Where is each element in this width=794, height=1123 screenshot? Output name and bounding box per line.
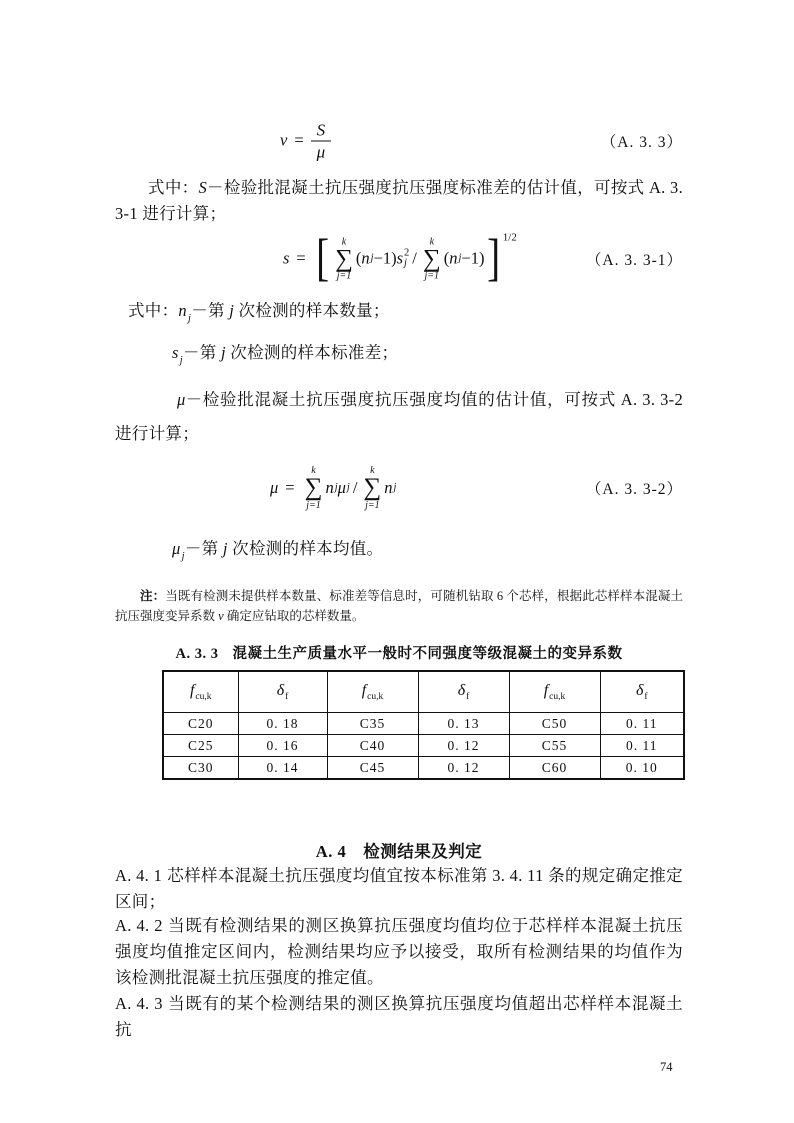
sigma-icon: ∑ bbox=[422, 245, 441, 273]
delta-subscript: f bbox=[466, 692, 470, 702]
note-label: 注： bbox=[140, 589, 166, 603]
subscript-j: j bbox=[393, 481, 397, 493]
sup-sub-stack bbox=[404, 248, 409, 269]
sum-upper-limit: k bbox=[429, 236, 435, 248]
variation-coefficient-table bbox=[162, 670, 685, 780]
page-number: 74 bbox=[660, 1060, 673, 1074]
definition-paragraph-sj bbox=[172, 340, 683, 374]
definition-text-sj: 次检测的样本标准差； bbox=[225, 343, 399, 362]
clause-a42 bbox=[115, 913, 683, 991]
exponent-half: 1/2 bbox=[502, 231, 517, 244]
delta-subscript: f bbox=[644, 692, 648, 702]
definition-text-muj: 次检测的样本均值。 bbox=[227, 539, 384, 558]
delta-symbol: δ bbox=[457, 682, 467, 699]
f-subscript: cu,k bbox=[549, 692, 566, 702]
clause-text: 当既有检测结果的测区换算抗压强度均值均位于芯样样本混凝土抗压强度均值推定区间内，检测结果均应予以接受，取所有检测结果的均值作为该检测批混凝土抗压强度的推定值。 bbox=[115, 916, 683, 987]
symbol-v: v bbox=[218, 609, 224, 623]
cell-value: 0. 16 bbox=[238, 735, 327, 757]
var-n: n bbox=[384, 477, 393, 497]
paren-open: ( bbox=[443, 248, 450, 268]
cell-value: 0. 12 bbox=[418, 735, 509, 757]
fraction bbox=[311, 122, 332, 161]
sum-lower-limit: j=1 bbox=[424, 270, 440, 282]
symbol-j: j bbox=[220, 343, 226, 362]
shizhong-prefix: 式中： bbox=[128, 301, 179, 320]
clause-text: 当既有的某个检测结果的测区换算抗压强度均值超出芯样样本混凝土抗 bbox=[115, 994, 683, 1039]
clause-number: A. 4. 2 bbox=[115, 916, 163, 935]
cell-value: 0. 12 bbox=[418, 757, 509, 780]
sigma-icon: ∑ bbox=[304, 474, 323, 502]
open-bracket: [ bbox=[315, 229, 329, 287]
note-text-before: 当既有检测未提供样本数量、标准差等信息时，可随机钻取 6 个芯样，根据此芯样样本混凝土抗压强度变异系数 bbox=[115, 589, 683, 623]
cell-value: 0. 13 bbox=[418, 713, 509, 735]
formula-a33-lhs: v bbox=[280, 130, 288, 150]
table-row bbox=[163, 713, 684, 735]
f-symbol: f bbox=[189, 682, 196, 699]
var-mu: μ bbox=[337, 477, 346, 497]
table-title bbox=[115, 642, 683, 663]
formula-a33 bbox=[115, 112, 683, 170]
cell-value: 0. 10 bbox=[600, 757, 684, 780]
symbol-s: S bbox=[198, 178, 208, 197]
subscript-j: j bbox=[334, 481, 338, 493]
header-delta-f bbox=[238, 671, 327, 713]
cell-value: 0. 11 bbox=[600, 735, 684, 757]
header-fcuk bbox=[509, 671, 600, 713]
header-fcuk bbox=[163, 671, 238, 713]
divide-slash: / bbox=[352, 477, 358, 497]
cell-grade: C35 bbox=[327, 713, 418, 735]
superscript-2: 2 bbox=[404, 247, 410, 259]
formula-a332 bbox=[115, 458, 683, 518]
equals-sign: = bbox=[285, 477, 295, 497]
f-symbol: f bbox=[543, 682, 550, 699]
cell-grade: C45 bbox=[327, 757, 418, 780]
f-subscript: cu,k bbox=[195, 692, 212, 702]
definition-paragraph-nj bbox=[128, 298, 683, 332]
header-delta-f bbox=[418, 671, 509, 713]
definition-paragraph-mu bbox=[115, 383, 683, 451]
summation-symbol bbox=[423, 236, 441, 282]
definition-text-s: －检验批混凝土抗压强度抗压强度标准差的估计值，可按式 A. 3. 3-1 进行计算； bbox=[115, 178, 684, 223]
fraction-numerator: S bbox=[311, 122, 332, 142]
cell-grade: C40 bbox=[327, 735, 418, 757]
definition-text-mu: －检验批混凝土抗压强度抗压强度均值的估计值，可按式 A. 3. 3-2 进行计算； bbox=[115, 390, 683, 443]
cell-grade: C20 bbox=[163, 713, 238, 735]
sigma-icon: ∑ bbox=[363, 474, 382, 502]
subscript-j: j bbox=[458, 252, 462, 264]
formula-a331-body bbox=[283, 229, 518, 287]
sum-upper-limit: k bbox=[341, 236, 347, 248]
definition-text-nj: 次检测的样本数量； bbox=[234, 301, 390, 320]
formula-a331-label: （A. 3. 3-1） bbox=[585, 252, 683, 269]
subscript-j: j bbox=[370, 252, 374, 264]
subscript-j: j bbox=[346, 481, 350, 493]
formula-a332-lhs: μ bbox=[270, 477, 279, 497]
equals-sign: = bbox=[296, 248, 306, 268]
subscript-j: j bbox=[404, 257, 407, 269]
header-fcuk bbox=[327, 671, 418, 713]
formula-a331 bbox=[115, 227, 683, 291]
paren-open: ( bbox=[355, 248, 362, 268]
sigma-icon: ∑ bbox=[335, 245, 353, 273]
section-a4-heading: A. 4 检测结果及判定 bbox=[315, 842, 483, 861]
cell-value: 0. 14 bbox=[238, 757, 327, 780]
subscript-j: j bbox=[179, 355, 183, 366]
f-symbol: f bbox=[361, 682, 368, 699]
table-row bbox=[163, 735, 684, 757]
symbol-j: j bbox=[222, 539, 228, 558]
cell-grade: C55 bbox=[509, 735, 600, 757]
header-delta-f bbox=[600, 671, 684, 713]
summation-symbol bbox=[335, 236, 353, 282]
delta-subscript: f bbox=[285, 692, 289, 702]
symbol-s: s bbox=[172, 343, 179, 362]
dash-di: －第 bbox=[184, 539, 223, 558]
table-title-number: A. 3. 3 bbox=[175, 646, 219, 662]
clause-a43 bbox=[115, 991, 683, 1043]
dash-di: －第 bbox=[182, 343, 221, 362]
cell-value: 0. 18 bbox=[238, 713, 327, 735]
table-row bbox=[163, 757, 684, 780]
subscript-j: j bbox=[181, 551, 185, 562]
table-title-text: 混凝土生产质量水平一般时不同强度等级混凝土的变异系数 bbox=[232, 646, 623, 662]
cell-grade: C30 bbox=[163, 757, 238, 780]
sum-lower-limit: j=1 bbox=[336, 270, 352, 282]
definition-paragraph-s bbox=[115, 175, 683, 227]
cell-grade: C50 bbox=[509, 713, 600, 735]
fraction-denominator: μ bbox=[316, 142, 326, 162]
formula-a332-label: （A. 3. 3-2） bbox=[585, 481, 683, 498]
table bbox=[162, 670, 685, 780]
formula-a33-body bbox=[280, 122, 331, 161]
symbol-j: j bbox=[229, 301, 235, 320]
sum-upper-limit: k bbox=[311, 465, 316, 477]
divide-slash: / bbox=[412, 248, 417, 268]
symbol-n: n bbox=[178, 301, 187, 320]
formula-a332-body bbox=[270, 465, 396, 511]
clause-text: 芯样样本混凝土抗压强度均值宜按本标准第 3. 4. 11 条的规定确定推定区间； bbox=[115, 866, 683, 911]
sum-upper-limit: k bbox=[370, 465, 375, 477]
symbol-mu: μ bbox=[177, 390, 186, 409]
symbol-mu: μ bbox=[172, 539, 181, 558]
cell-grade: C25 bbox=[163, 735, 238, 757]
clause-number: A. 4. 3 bbox=[115, 994, 163, 1013]
delta-symbol: δ bbox=[635, 682, 645, 699]
var-n: n bbox=[449, 248, 458, 268]
minus-one-close: −1) bbox=[461, 248, 485, 268]
var-n: n bbox=[361, 248, 370, 268]
delta-symbol: δ bbox=[276, 682, 286, 699]
summation-symbol bbox=[305, 465, 323, 511]
cell-value: 0. 11 bbox=[600, 713, 684, 735]
formula-a33-label: （A. 3. 3） bbox=[600, 134, 683, 151]
formula-a331-lhs: s bbox=[283, 248, 290, 268]
close-bracket: ] bbox=[487, 229, 501, 287]
var-s: s bbox=[396, 248, 404, 268]
note-text-after: 确定应钻取的芯样数量。 bbox=[223, 609, 365, 623]
shizhong-prefix: 式中： bbox=[148, 178, 199, 197]
var-n: n bbox=[325, 477, 334, 497]
f-subscript: cu,k bbox=[367, 692, 384, 702]
subscript-j: j bbox=[187, 313, 192, 324]
sum-lower-limit: j=1 bbox=[306, 499, 321, 511]
summation-symbol bbox=[363, 465, 381, 511]
clause-a41 bbox=[115, 863, 683, 915]
cell-grade: C60 bbox=[509, 757, 600, 780]
minus-one-close: −1) bbox=[373, 248, 397, 268]
table-header-row bbox=[163, 671, 684, 713]
sum-lower-limit: j=1 bbox=[365, 499, 380, 511]
equals-sign: = bbox=[294, 130, 304, 150]
note-paragraph bbox=[115, 586, 683, 626]
dash-di: －第 bbox=[191, 301, 230, 320]
definition-paragraph-muj bbox=[172, 536, 683, 570]
clause-number: A. 4. 1 bbox=[115, 866, 163, 885]
